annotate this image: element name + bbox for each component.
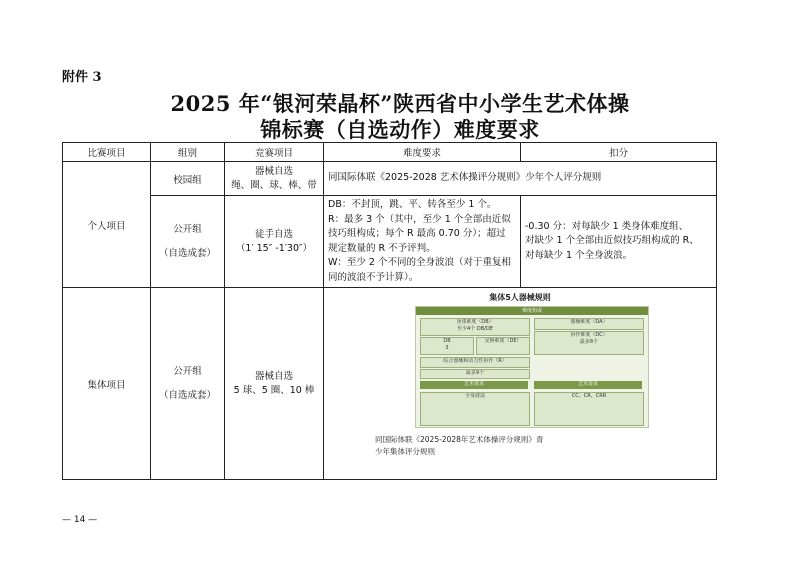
group-apparatus-label: 器械自选 <box>254 370 293 382</box>
figure-dc-box: 协作难度（DC） 最多8个 <box>534 331 644 355</box>
open-group-cell <box>151 196 225 288</box>
document-title-line1: 2025 年“银河荣晶杯”陕西省中小学生艺术体操 <box>170 91 630 116</box>
apparatus-rule-cell: 同国际体联《2025-2028 艺术体操评分规则》少年个人评分规则 <box>324 162 717 196</box>
group-apparatus-detail: 5 球、5 圈、10 棒 <box>233 384 315 396</box>
figure-wave-box: 全身波浪 <box>420 392 530 426</box>
header-deduction: 扣分 <box>521 143 717 162</box>
difficulty-line: 同的波浪不予计算）。 <box>328 271 419 283</box>
group-open-cell <box>151 288 225 480</box>
apparatus-cell <box>225 162 324 196</box>
header-group: 组别 <box>151 143 225 162</box>
freehand-time: （1′ 15″ -1′30″） <box>235 242 313 254</box>
figure-coop-detail-box: CC、CR、CRR <box>534 392 644 426</box>
header-difficulty: 难度要求 <box>324 143 521 162</box>
figure-da-box: 器械难度（DA） <box>534 318 644 330</box>
document-title-line2: 锦标赛（自选动作）难度要求 <box>260 117 540 142</box>
group-open-note: （自选成套） <box>158 389 216 401</box>
figure-body-difficulty: 身体难度（DB） 至少4个 DB/DE <box>420 318 530 336</box>
deduction-line: 对每缺少 1 个全身波浪。 <box>525 249 633 261</box>
group-rule-figure <box>375 292 665 470</box>
group-apparatus-cell <box>225 288 324 480</box>
figure-title: 集体5人器械规则 <box>489 293 551 302</box>
requirements-table <box>62 142 717 480</box>
table-row <box>63 288 717 480</box>
group-event-cell: 集体项目 <box>63 288 151 480</box>
figure-total-box: 最多9个 <box>420 369 530 379</box>
individual-event-cell: 个人项目 <box>63 162 151 288</box>
table-row <box>63 196 717 288</box>
header-competition-item: 竞赛项目 <box>225 143 324 162</box>
group-open-label: 公开组 <box>173 365 202 377</box>
deduction-cell <box>521 196 717 288</box>
open-group-label: 公开组 <box>173 223 202 235</box>
apparatus-list: 绳、圈、球、棒、带 <box>231 179 317 191</box>
figure-de-box: 交换难度（DE） <box>476 337 530 355</box>
deduction-line: 对缺少 1 个全部由近似技巧组构成的 R、 <box>525 235 699 247</box>
apparatus-label: 器械自选 <box>254 165 293 177</box>
figure-artistic-bar-right: 艺术要求 <box>534 381 642 389</box>
difficulty-line: 技巧组构成；每个 R 最高 0.70 分）；超过 <box>328 228 506 239</box>
header-event: 比赛项目 <box>63 143 151 162</box>
difficulty-line: DB：不封顶，跳、平、转各至少 1 个。 <box>328 199 497 210</box>
figure-header: 难度构成 <box>416 307 648 315</box>
open-group-note: （自选成套） <box>158 247 216 259</box>
difficulty-line: 规定数量的 R 不予评判。 <box>328 242 436 254</box>
attachment-label: 附件 3 <box>62 70 102 85</box>
table-row <box>63 162 717 196</box>
table-header-row <box>63 143 717 162</box>
freehand-label: 徒手自选 <box>254 228 293 240</box>
freehand-cell <box>225 196 324 288</box>
page-number: — 14 — <box>62 515 98 525</box>
figure-artistic-bar: 艺术要求 <box>420 381 528 389</box>
figure-db-box: DB 3 <box>420 337 474 355</box>
deduction-line: -0.30 分：对每缺少 1 类身体难度组、 <box>525 220 689 232</box>
difficulty-line: R：最多 3 个（其中，至少 1 个全部由近似 <box>328 213 511 225</box>
figure-r-box: 综合器械和动力性协作（R） <box>420 357 530 368</box>
figure-panel <box>415 306 649 428</box>
figure-caption: 同国际体联《2025-2028年艺术体操评分规则》青 少年集体评分规则 <box>375 435 544 456</box>
school-group-cell: 校园组 <box>151 162 225 196</box>
difficulty-cell <box>324 196 521 288</box>
difficulty-line: W：至少 2 个不同的全身波浪（对于重复相 <box>328 257 511 268</box>
group-rule-figure-cell <box>324 288 717 480</box>
